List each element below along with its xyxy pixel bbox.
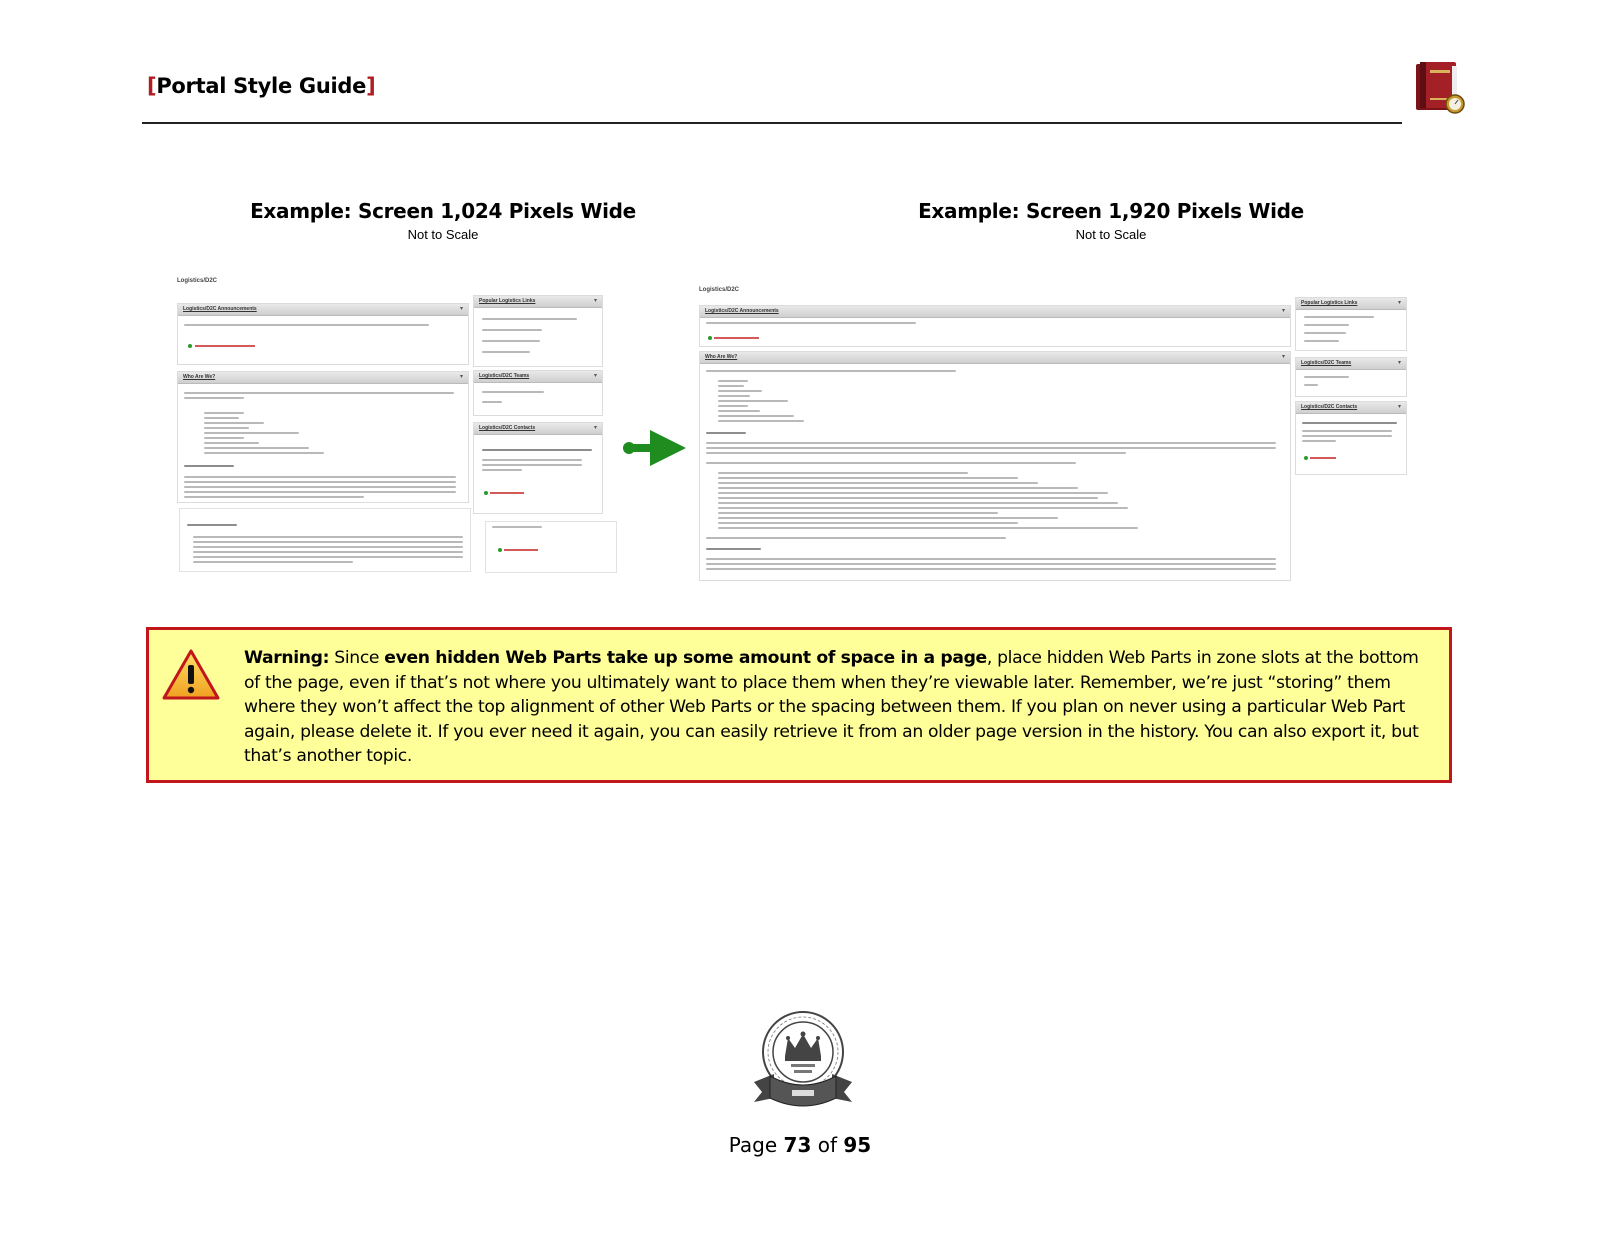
warning-body: , place hidden Web Parts in zone slots at the bottom of the page, even if that’s not where you ultimately want to place them when they’re viewable later. Remember, we’re just “storing” them where they won’t affect the top alignment of other Web Parts or the spacing between them. If you plan on never using a particular Web Part again, please delete it. If you ever need it again, you can easily retrieve it from an older page version in the history. You can also export it, but that’s another topic. [244,648,1419,766]
example-1920-heading [851,199,1371,242]
mini-teams-webpart [473,370,603,416]
mini-wide-teams-title: Logistics/D2C Teams [1301,360,1352,366]
mini-wide-links-title: Popular Logistics Links [1301,300,1358,306]
book-icon [1412,60,1466,116]
screenshot-1920 [697,287,1417,587]
mini-wide-contacts-title: Logistics/D2C Contacts [1301,404,1358,410]
chevron-down-icon: ▾ [459,306,463,312]
page-of: of [817,1133,838,1157]
mini-wide-who-are-we [699,351,1291,581]
chevron-down-icon: ▾ [1397,300,1401,306]
warning-pre: Since [334,648,380,668]
mini-links-title: Popular Logistics Links [479,298,536,304]
mini-wide-who-title: Who Are We? [705,354,738,360]
mini-who-are-we-webpart [177,371,469,503]
warning-label: Warning: [244,648,330,668]
chevron-down-icon: ▾ [1397,360,1401,366]
warning-icon [161,648,221,702]
mini-wide-contacts [1295,401,1407,475]
mini-teams-title: Logistics/D2C Teams [479,373,530,379]
page-footer [0,1133,1600,1157]
warning-text [244,646,1434,769]
mini-wide-popular-links [1295,297,1407,351]
mini-page-title: Logistics/D2C [177,278,218,284]
bracket-close: ] [366,74,376,98]
chevron-down-icon: ▾ [1281,308,1285,314]
mini-contacts-title: Logistics/D2C Contacts [479,425,536,431]
page-prefix: Page [728,1133,778,1157]
example-1920-title: Example: Screen 1,920 Pixels Wide [918,199,1304,223]
mini-wide-announcements-title: Logistics/D2C Announcements [705,308,779,314]
example-1024-heading [183,199,703,242]
warning-emphasis: even hidden Web Parts take up some amount of space in a page [384,648,987,668]
mini-popular-links-webpart [473,295,603,367]
warning-callout [146,627,1452,783]
chevron-down-icon: ▾ [593,298,597,304]
mini-announcements-title: Logistics/D2C Announcements [183,306,257,312]
chevron-down-icon: ▾ [1397,404,1401,410]
mini-contacts-webpart [473,422,603,514]
chevron-down-icon: ▾ [1281,354,1285,360]
mini-who-title: Who Are We? [183,374,216,380]
mini-wide-teams [1295,357,1407,397]
bracket-open: [ [147,74,157,98]
page-total: 95 [843,1133,872,1157]
screenshot-1024 [175,276,620,588]
mini-page-title-wide: Logistics/D2C [699,287,740,293]
page-current: 73 [783,1133,812,1157]
arrow-right-icon [622,428,688,468]
header-title-text: Portal Style Guide [156,74,367,98]
chevron-down-icon: ▾ [593,425,597,431]
header-rule [142,122,1402,124]
seal-logo [744,1004,862,1114]
mini-announcements-webpart [177,303,469,365]
example-1024-title: Example: Screen 1,024 Pixels Wide [250,199,636,223]
chevron-down-icon: ▾ [459,374,463,380]
mini-wide-announcements [699,305,1291,347]
example-1024-subtitle: Not to Scale [407,227,479,242]
chevron-down-icon: ▾ [593,373,597,379]
example-1920-subtitle: Not to Scale [1075,227,1147,242]
page-header-title [147,74,375,98]
